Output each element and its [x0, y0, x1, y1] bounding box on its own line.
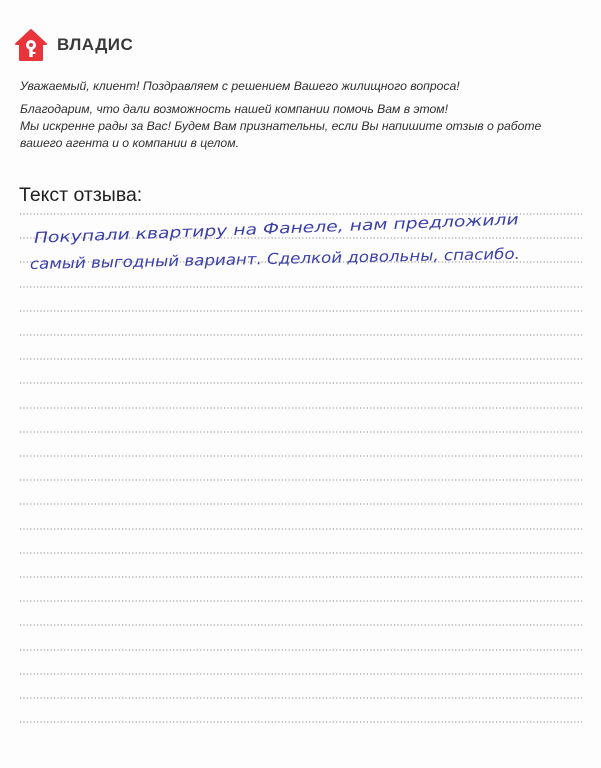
review-title: Текст отзыва:: [19, 184, 143, 206]
thanks-line-2: Мы искренне рады за Вас! Будем Вам признательны, если Вы напишите отзыв о работе: [20, 119, 542, 133]
thanks-line-1: Благодарим, что дали возможность нашей компании помочь Вам в этом!: [20, 102, 449, 116]
handwritten-line-1: Покупали квартиру на Фанеле, нам предложили: [33, 213, 423, 247]
brand-name: ВЛАДИС: [57, 35, 134, 54]
thanks-line-3: вашего агента и о компании в целом.: [20, 136, 239, 150]
greeting-text: Уважаемый, клиент! Поздравляем с решением Вашего жилищного вопроса!: [20, 79, 460, 93]
handwritten-review: [0, 0, 601, 300]
handwritten-line-2: самый выгодный вариант. Сделкой довольны, спасибо.: [29, 245, 473, 273]
